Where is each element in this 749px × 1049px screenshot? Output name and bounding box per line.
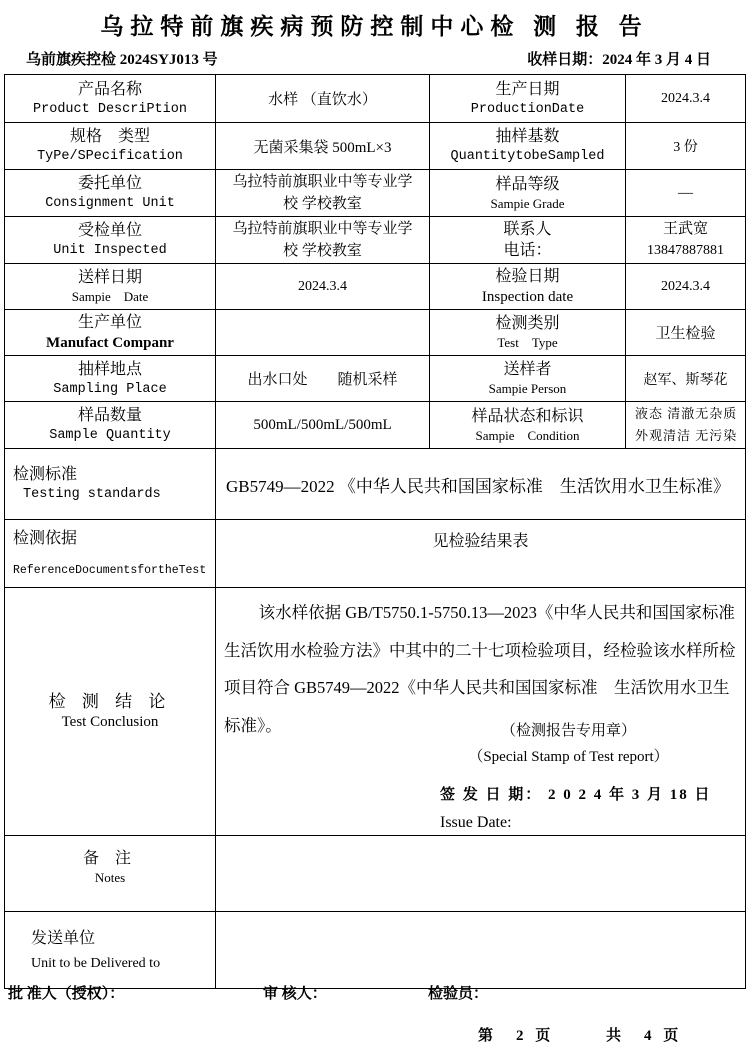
label-manufacturer-zh: 生产单位 <box>77 314 142 331</box>
value-consignment-unit <box>216 170 430 217</box>
row-product <box>5 75 746 123</box>
label-consignment-unit-zh: 委托单位 <box>77 175 142 192</box>
label-sample-date <box>5 264 216 310</box>
label-consignment-unit <box>5 170 216 217</box>
value-sample-grade: — <box>626 170 746 217</box>
label-sample-date-zh: 送样日期 <box>77 269 142 286</box>
issue-date-block <box>440 780 712 836</box>
value-sample-condition <box>626 402 746 449</box>
value-reference-documents: 见检验结果表 <box>216 520 746 588</box>
row-inspected-unit <box>5 217 746 264</box>
label-notes-en: Notes <box>94 870 126 885</box>
row-specification <box>5 123 746 170</box>
value-product-name: 水样 （直饮水） <box>216 75 430 123</box>
value-sample-quantity-base: 3 份 <box>626 123 746 170</box>
value-phone-number: 13847887881 <box>647 243 724 258</box>
row-reference-documents <box>5 520 746 588</box>
row-sampling-place <box>5 356 746 402</box>
value-consignment-line1: 乌拉特前旗职业中等专业学 <box>232 174 413 190</box>
label-specification <box>5 123 216 170</box>
label-product-name-en: Product DescriPtion <box>33 101 187 117</box>
label-consignment-unit-en: Consignment Unit <box>45 196 175 211</box>
row-sample-date <box>5 264 746 310</box>
row-consignment <box>5 170 746 217</box>
label-testing-standards-en: Testing standards <box>23 487 161 502</box>
value-sample-person: 赵军、斯琴花 <box>626 356 746 402</box>
issue-date-zh: 签 发 日 期： 2 0 2 4 年 3 月 18 日 <box>440 787 712 803</box>
value-inspection-date: 2024.3.4 <box>626 264 746 310</box>
label-sample-quantity-base-en: QuantitytobeSampled <box>450 149 605 164</box>
label-notes <box>5 836 216 912</box>
value-sample-quantity: 500mL/500mL/500mL <box>216 402 430 449</box>
report-title: 乌拉特前旗疾病预防控制中心检 测 报 告 <box>100 14 649 39</box>
label-sample-grade <box>430 170 626 217</box>
label-sample-person-zh: 送样者 <box>503 361 552 378</box>
label-sample-quantity-zh: 样品数量 <box>77 407 142 424</box>
label-contact-zh: 联系人 <box>503 221 552 238</box>
label-inspection-date <box>430 264 626 310</box>
label-reference-documents-en: ReferenceDocumentsfortheTest <box>13 564 207 577</box>
label-specification-en: TyPe/SPecification <box>37 149 183 164</box>
approver-label: 批 准人（授权）： <box>8 986 125 1002</box>
label-notes-zh: 备 注 <box>82 850 137 867</box>
label-sample-quantity-base <box>430 123 626 170</box>
receive-date: 收样日期：2024 年 3 月 4 日 <box>527 52 711 68</box>
label-delivery-unit <box>5 912 216 989</box>
label-delivery-unit-zh: 发送单位 <box>31 929 96 947</box>
page-total: 共 4 页 <box>606 1028 683 1044</box>
label-specification-zh: 规格 类型 <box>69 128 150 145</box>
label-test-conclusion <box>5 588 216 836</box>
value-contact-phone <box>626 217 746 264</box>
value-inspected-unit <box>216 217 430 264</box>
label-sampling-place-en: Sampling Place <box>53 381 167 397</box>
label-phone-zh: 电话： <box>503 242 552 259</box>
label-product-name-zh: 产品名称 <box>77 80 142 98</box>
label-product-name <box>5 75 216 123</box>
page-current: 第 2 页 <box>478 1028 555 1044</box>
value-production-date: 2024.3.4 <box>626 75 746 123</box>
value-delivery-unit <box>216 912 746 989</box>
label-test-conclusion-zh: 检 测 结 论 <box>48 692 172 711</box>
value-sample-date: 2024.3.4 <box>216 264 430 310</box>
label-sample-quantity-base-zh: 抽样基数 <box>495 128 560 145</box>
label-inspection-date-zh: 检验日期 <box>495 268 560 285</box>
row-manufacturer <box>5 310 746 356</box>
row-testing-standards <box>5 449 746 520</box>
issue-date-en: Issue Date: <box>440 814 512 831</box>
label-sampling-place <box>5 356 216 402</box>
label-production-date <box>430 75 626 123</box>
label-test-type-zh: 检测类别 <box>495 315 560 332</box>
value-sampling-place: 出水口处 随机采样 <box>216 356 430 402</box>
row-delivery-unit <box>5 912 746 989</box>
label-inspected-unit <box>5 217 216 264</box>
row-notes <box>5 836 746 912</box>
value-testing-standards: GB5749—2022 《中华人民共和国国家标准 生活饮用水卫生标准》 <box>216 449 746 520</box>
stamp-text-zh: （检测报告专用章） <box>500 723 636 739</box>
value-notes <box>216 836 746 912</box>
label-sample-grade-en: Sampie Grade <box>490 195 565 211</box>
label-test-conclusion-en: Test Conclusion <box>61 714 159 730</box>
label-production-date-en: ProductionDate <box>470 101 585 117</box>
value-inspected-line2: 校 学校教室 <box>283 243 362 259</box>
label-manufacturer <box>5 310 216 356</box>
value-manufacturer <box>216 310 430 356</box>
label-sampling-place-zh: 抽样地点 <box>77 360 142 378</box>
label-production-date-zh: 生产日期 <box>495 80 560 98</box>
row-sample-quantity <box>5 402 746 449</box>
label-sample-quantity-en: Sample Quantity <box>49 428 171 443</box>
label-sample-condition <box>430 402 626 449</box>
inspector-label: 检验员： <box>428 986 489 1002</box>
row-test-conclusion <box>5 588 746 836</box>
conclusion-paragraph: 该水样依据 GB/T5750.1-5750.13—2023《中华人民共和国国家标准 生活饮用水检验方法》中其中的二十七项检验项目，经检验该水样所检项目符合 GB5749—2022《中华人民共和国国家标准 生活饮用水卫生标准》。 <box>224 603 736 735</box>
value-test-conclusion <box>216 588 746 836</box>
label-sample-date-en: Sampie Date <box>71 289 149 304</box>
label-sample-person <box>430 356 626 402</box>
value-test-type: 卫生检验 <box>626 310 746 356</box>
label-inspected-unit-en: Unit Inspected <box>53 243 167 258</box>
report-subheader <box>0 41 749 69</box>
label-sample-quantity <box>5 402 216 449</box>
stamp-text-en: （Special Stamp of Test report） <box>468 749 669 765</box>
report-table <box>4 74 746 989</box>
label-reference-documents <box>5 520 216 588</box>
label-inspected-unit-zh: 受检单位 <box>77 222 142 239</box>
label-sample-grade-zh: 样品等级 <box>495 175 560 193</box>
signature-row <box>0 982 749 1004</box>
value-specification: 无菌采集袋 500mL×3 <box>216 123 430 170</box>
label-testing-standards-zh: 检测标准 <box>13 466 78 483</box>
value-condition-line2: 外观清洁 无污染 <box>635 428 738 443</box>
label-sample-condition-en: Sampie Condition <box>475 427 580 443</box>
value-consignment-line2: 校 学校教室 <box>283 196 362 212</box>
label-delivery-unit-en: Unit to be Delivered to <box>31 955 161 971</box>
value-condition-line1: 液态 清澈无杂质 <box>635 406 738 421</box>
label-manufacturer-en: Manufact Companr <box>46 335 174 351</box>
label-contact-phone <box>430 217 626 264</box>
label-testing-standards <box>5 449 216 520</box>
label-sample-person-en: Sampie Person <box>488 381 567 396</box>
label-inspection-date-en: Inspection date <box>481 289 574 305</box>
document-number: 乌前旗疾控检 2024SYJ013 号 <box>26 52 218 68</box>
label-sample-condition-zh: 样品状态和标识 <box>471 407 584 425</box>
label-reference-documents-zh: 检测依据 <box>13 530 78 547</box>
reviewer-label: 审 核人： <box>263 986 327 1002</box>
value-inspected-line1: 乌拉特前旗职业中等专业学 <box>232 221 413 237</box>
label-test-type <box>430 310 626 356</box>
stamp-block <box>396 718 741 770</box>
label-test-type-en: Test Type <box>497 335 558 350</box>
value-contact-name: 王武宽 <box>662 221 708 237</box>
